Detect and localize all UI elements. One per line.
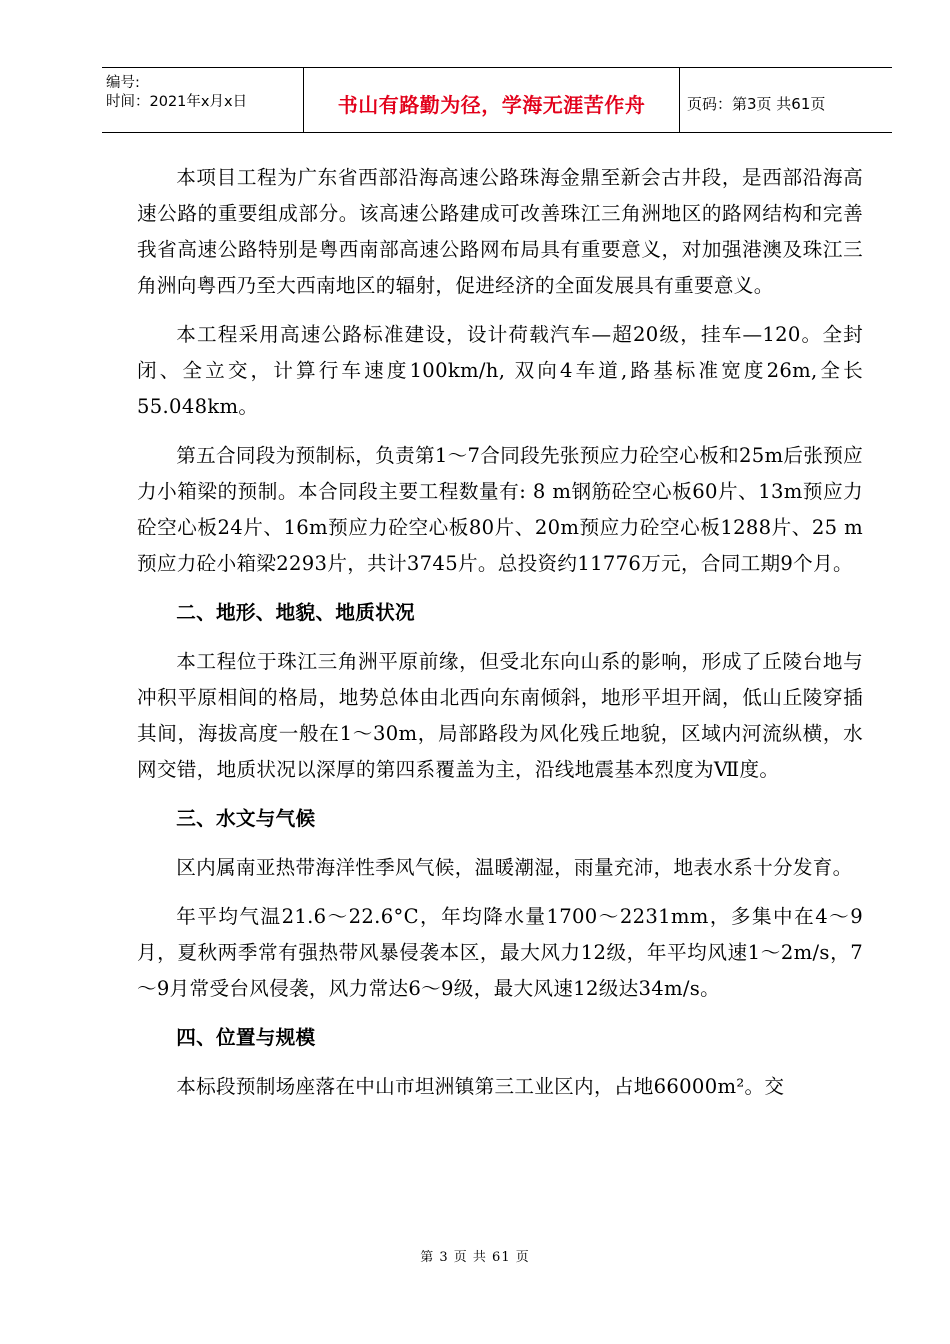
number-label: 编号: (106, 75, 140, 91)
header-page-info: 页码：第3页 共61页 (687, 94, 826, 113)
paragraph: 本工程位于珠江三角洲平原前缘，但受北东向山系的影响，形成了丘陵台地与冲积平原相间的格局，地势总体由北西向东南倾斜，地形平坦开阔，低山丘陵穿插其间，海拔高度一般在1～30m，局部路段为风化残丘地貌，区域内河流纵横，水网交错，地质状况以深厚的第四系覆盖为主，沿线地震基本烈度为Ⅶ度。 (137, 650, 863, 781)
paragraph: 第五合同段为预制标，负责第1～7合同段先张预应力砼空心板和25m后张预应力小箱梁的预制。本合同段主要工程数量有: 8 m钢筋砼空心板60片、13m预应力砼空心板24片、16m预应力砼空心板80片、20m预应力砼空心板1288片、25 m预应力砼小箱梁2293片，共计3745片。总投资约11776万元，合同工期9个月。 (137, 444, 863, 575)
paragraph: 年平均气温21.6～22.6°C，年均降水量1700～2231mm，多集中在4～9月，夏秋两季常有强热带风暴侵袭本区，最大风力12级，年平均风速1～2m/s，7～9月常受台风侵袭，风力常达6～9级，最大风速12级达34m/s。 (137, 905, 863, 1000)
header-meta (102, 68, 304, 132)
paragraph: 本标段预制场座落在中山市坦洲镇第三工业区内，占地66000m²。交 (176, 1075, 785, 1098)
section-heading: 四、位置与规模 (176, 1026, 316, 1049)
date-label: 时间：2021年x月x日 (106, 94, 248, 110)
document-body (137, 160, 863, 1118)
paragraph: 本工程采用高速公路标准建设，设计荷载汽车—超20级，挂车—120。全封闭、全立交，计算行车速度100km/h, 双向4车道,路基标准宽度26m,全长55.048km。 (137, 323, 863, 418)
paragraph: 区内属南亚热带海洋性季风气候，温暖潮湿，雨量充沛，地表水系十分发育。 (176, 856, 853, 879)
page-header (102, 67, 892, 133)
section-heading: 二、地形、地貌、地质状况 (176, 601, 415, 624)
paragraph: 本项目工程为广东省西部沿海高速公路珠海金鼎至新会古井段，是西部沿海高速公路的重要组成部分。该高速公路建成可改善珠江三角洲地区的路网结构和完善我省高速公路特别是粤西南部高速公路网布局具有重要意义，对加强港澳及珠江三角洲向粤西乃至大西南地区的辐射，促进经济的全面发展具有重要意义。 (137, 166, 863, 297)
section-heading: 三、水文与气候 (176, 807, 316, 830)
header-motto: 书山有路勤为径，学海无涯苦作舟 (304, 68, 680, 132)
page-footer: 第 3 页 共 61 页 (420, 1250, 530, 1265)
